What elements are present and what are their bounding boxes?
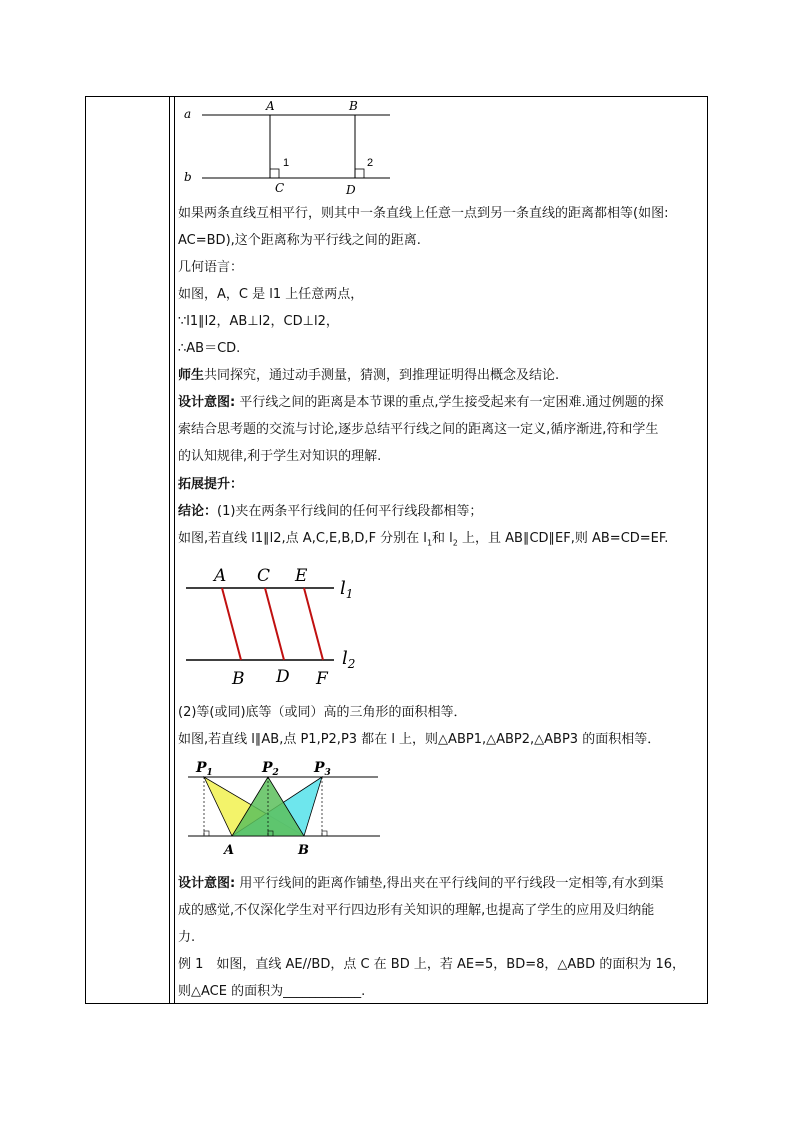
- figure-parallel-segments: [180, 560, 380, 690]
- fig2-label-l2: $l_2$: [342, 648, 356, 671]
- para-design-intent-3: 的认知规律,利于学生对知识的理解.: [178, 449, 382, 464]
- caption2-sub1: 1: [426, 538, 433, 548]
- design-intent2-label: 设计意图:: [178, 876, 236, 891]
- para-definition-2: AC=BD),这个距离称为平行线之间的距离.: [178, 233, 421, 248]
- design-intent-text-1: 平行线之间的距离是本节课的重点,学生接受起来有一定困难.通过例题的探: [235, 395, 664, 410]
- explore-rest: 共同探究，通过动手测量，猜测，到推理证明得出概念及结论.: [204, 368, 560, 383]
- table-column-left: [86, 97, 170, 1003]
- design-intent-label: 设计意图:: [178, 395, 236, 410]
- para-geometry-1: 如图，A，C 是 l1 上任意两点，: [178, 287, 364, 302]
- figure-parallel-distance: [180, 98, 395, 198]
- fig3-label-P1: $P_1$: [196, 760, 213, 778]
- fig3-label-A: A: [224, 843, 235, 858]
- para-design-intent2-1: [178, 875, 664, 893]
- fig2-label-F: F: [316, 669, 328, 689]
- para-geometry-3: ∴AB＝CD.: [178, 341, 241, 356]
- label-angle-2: 2: [367, 157, 374, 169]
- fig2-label-A: A: [214, 566, 227, 586]
- label-line-a: a: [184, 107, 192, 121]
- para-conclusion-2: (2)等(或同)底等（或同）高的三角形的面积相等．: [178, 705, 467, 720]
- para-explore: [178, 367, 559, 385]
- para-design-intent2-3: 力.: [178, 930, 196, 945]
- caption2-part1: 如图,若直线 l1∥l2,点 A,C,E,B,D,F 分别在 l: [178, 531, 427, 546]
- para-figure3-caption: 如图,若直线 l∥AB,点 P1,P2,P3 都在 l 上，则△ABP1,△ABP2,△ABP3 的面积相等．: [178, 732, 661, 747]
- table-column-narrow: [169, 97, 175, 1003]
- caption2-part2: 和 l: [432, 531, 453, 546]
- para-design-intent-1: [178, 394, 664, 412]
- label-angle-1: 1: [283, 157, 290, 169]
- para-conclusion-1: [178, 503, 482, 521]
- label-line-b: b: [184, 170, 192, 184]
- fig2-label-l1: $l_1$: [340, 578, 354, 601]
- para-geometry-language: 几何语言：: [178, 260, 244, 275]
- fig2-label-B: B: [232, 669, 245, 689]
- fig2-label-C: C: [257, 566, 271, 586]
- fig3-label-P2: $P_2$: [262, 760, 279, 778]
- para-example-1b: 则△ACE 的面积为____________.: [178, 984, 366, 999]
- explore-bold: 师生: [178, 368, 205, 383]
- para-extension-heading: 拓展提升：: [178, 477, 244, 492]
- para-design-intent2-2: 成的感觉,不仅深化学生对平行四边形有关知识的理解,也提高了学生的应用及归纳能: [178, 903, 655, 918]
- label-point-A: A: [266, 99, 275, 113]
- fig2-label-E: E: [295, 566, 308, 586]
- para-figure2-caption: [178, 530, 668, 553]
- conclusion-text: (1)夹在两条平行线间的任何平行线段都相等；: [217, 504, 483, 519]
- caption2-sub2: 2: [452, 538, 458, 548]
- fig2-label-D: D: [276, 667, 290, 687]
- label-point-D: D: [346, 183, 356, 197]
- design-intent2-text-1: 用平行线间的距离作铺垫,得出夹在平行线间的平行线段一定相等,有水到渠: [235, 876, 664, 891]
- fig3-label-P3: $P_3$: [314, 760, 331, 778]
- label-point-B: B: [349, 99, 358, 113]
- para-example-1a: 例 1 如图，直线 AE//BD，点 C 在 BD 上，若 AE=5，BD=8，△ABD 的面积为 16，: [178, 957, 685, 972]
- caption2-part3: 上，且 AB∥CD∥EF,则 AB=CD=EF.: [457, 531, 669, 546]
- para-geometry-2: ∵l1∥l2，AB⊥l2，CD⊥l2，: [178, 314, 339, 329]
- figure-equal-area-triangles: [180, 756, 390, 862]
- label-point-C: C: [275, 181, 285, 195]
- para-design-intent-2: 索结合思考题的交流与讨论,逐步总结平行线之间的距离这一定义,循序渐进,符和学生: [178, 422, 659, 437]
- para-definition-1: 如果两条直线互相平行，则其中一条直线上任意一点到另一条直线的距离都相等(如图:: [178, 206, 669, 221]
- fig3-label-B: B: [298, 843, 309, 858]
- conclusion-label: 结论：: [178, 504, 218, 519]
